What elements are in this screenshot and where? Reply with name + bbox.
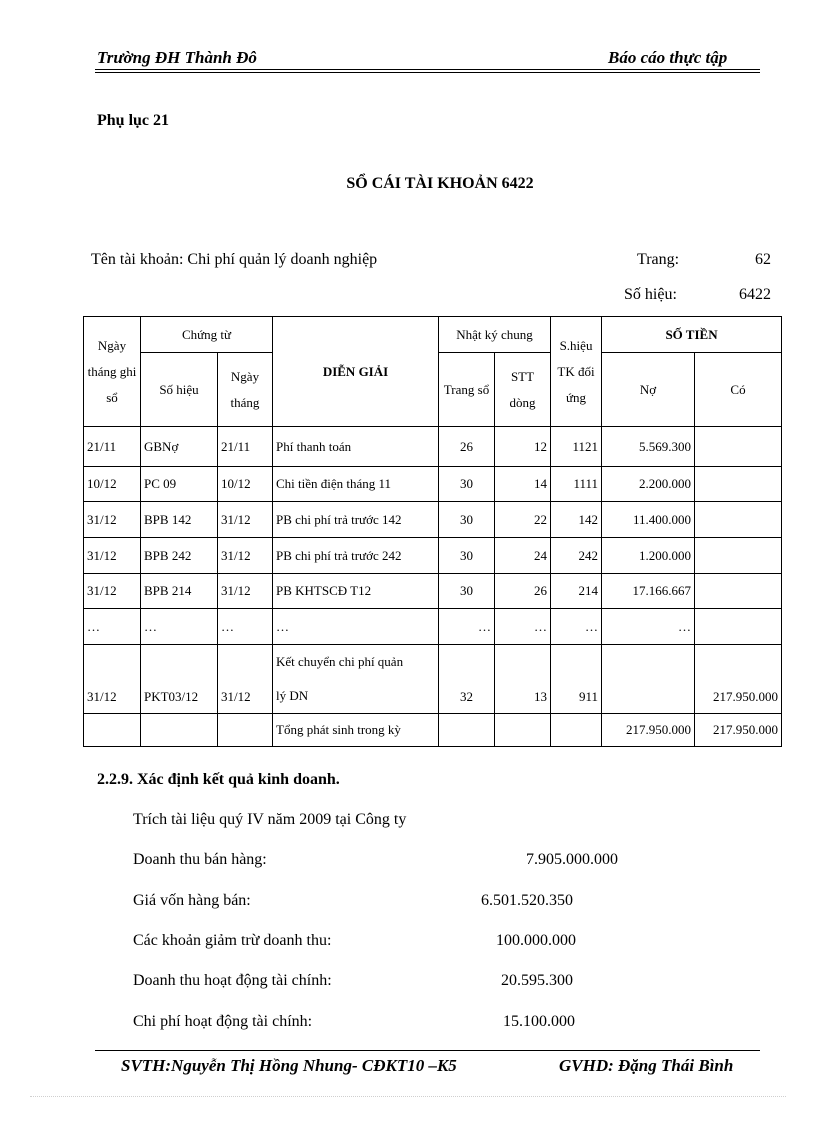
- row-contra: 1121: [551, 427, 602, 467]
- row-credit: [695, 609, 782, 645]
- row-date: 31/12: [84, 574, 141, 609]
- header-credit: Có: [695, 353, 782, 427]
- row-voucher-no: BPB 214: [141, 574, 218, 609]
- header-rule-bottom: [95, 72, 760, 73]
- row-voucher-no: PC 09: [141, 467, 218, 502]
- row-debit: 11.400.000: [602, 502, 695, 538]
- row-journal-page: …: [439, 609, 495, 645]
- item-label-financial-expense: Chi phí hoạt động tài chính:: [133, 1013, 313, 1030]
- closing-voucher-no: PKT03/12: [141, 645, 218, 714]
- row-description: Chi tiền điện tháng 11: [273, 467, 439, 502]
- header-report: Báo cáo thực tập: [608, 48, 728, 67]
- closing-journal-page: 32: [439, 645, 495, 714]
- row-voucher-date: …: [218, 609, 273, 645]
- table-row: [84, 427, 782, 467]
- footer-rule: [95, 1050, 760, 1051]
- row-contra: 214: [551, 574, 602, 609]
- total-credit: 217.950.000: [695, 714, 782, 747]
- row-journal-line: 12: [495, 427, 551, 467]
- row-credit: [695, 574, 782, 609]
- header-contra-account: S.hiệu TK đối ứng: [551, 317, 602, 427]
- row-date: 31/12: [84, 538, 141, 574]
- table-row: [84, 609, 782, 645]
- row-debit: 2.200.000: [602, 467, 695, 502]
- closing-contra: 911: [551, 645, 602, 714]
- row-voucher-date: 31/12: [218, 502, 273, 538]
- row-description: PB chi phí trả trước 142: [273, 502, 439, 538]
- header-debit: Nợ: [602, 353, 695, 427]
- item-label-financial-income: Doanh thu hoạt động tài chính:: [133, 972, 332, 989]
- row-journal-line: 22: [495, 502, 551, 538]
- ledger-table: [83, 316, 782, 747]
- row-journal-line: 24: [495, 538, 551, 574]
- appendix-label: Phụ lục 21: [97, 112, 170, 129]
- row-contra: 142: [551, 502, 602, 538]
- row-contra: …: [551, 609, 602, 645]
- row-journal-page: 30: [439, 467, 495, 502]
- row-journal-page: 30: [439, 538, 495, 574]
- header-voucher-date: Ngày tháng: [218, 353, 273, 427]
- row-date: …: [84, 609, 141, 645]
- closing-row: [84, 645, 782, 714]
- row-journal-page: 30: [439, 502, 495, 538]
- row-description: …: [273, 609, 439, 645]
- code-label: Số hiệu:: [624, 286, 677, 303]
- total-row: [84, 714, 782, 747]
- row-voucher-date: 31/12: [218, 538, 273, 574]
- row-voucher-date: 31/12: [218, 574, 273, 609]
- header-voucher: Chứng từ: [141, 317, 273, 353]
- row-voucher-no: BPB 242: [141, 538, 218, 574]
- closing-description-line1: Kết chuyển chi phí quản: [276, 654, 404, 669]
- page-value: 62: [755, 251, 771, 268]
- row-debit: 17.166.667: [602, 574, 695, 609]
- header-journal: Nhật ký chung: [439, 317, 551, 353]
- code-value: 6422: [739, 286, 771, 303]
- row-debit: 5.569.300: [602, 427, 695, 467]
- row-credit: [695, 467, 782, 502]
- row-credit: [695, 427, 782, 467]
- footer-advisor: GVHD: Đặng Thái Bình: [559, 1056, 734, 1075]
- total-debit: 217.950.000: [602, 714, 695, 747]
- row-journal-page: 26: [439, 427, 495, 467]
- row-journal-page: 30: [439, 574, 495, 609]
- item-value-deductions: 100.000.000: [496, 932, 576, 949]
- closing-journal-line: 13: [495, 645, 551, 714]
- item-value-financial-expense: 15.100.000: [503, 1013, 575, 1030]
- section-intro: Trích tài liệu quý IV năm 2009 tại Công ty: [133, 811, 407, 828]
- closing-credit: 217.950.000: [695, 645, 782, 714]
- item-value-revenue: 7.905.000.000: [526, 851, 618, 868]
- row-date: 31/12: [84, 502, 141, 538]
- closing-description: [273, 645, 439, 714]
- table-row: [84, 538, 782, 574]
- page-label: Trang:: [637, 251, 680, 268]
- row-voucher-no: GBNợ: [141, 427, 218, 467]
- item-value-financial-income: 20.595.300: [501, 972, 573, 989]
- header-amount: SỐ TIỀN: [602, 317, 782, 353]
- row-credit: [695, 502, 782, 538]
- row-voucher-date: 21/11: [218, 427, 273, 467]
- item-label-revenue: Doanh thu bán hàng:: [133, 851, 267, 868]
- row-debit: 1.200.000: [602, 538, 695, 574]
- closing-description-line2: lý DN: [276, 688, 309, 703]
- row-credit: [695, 538, 782, 574]
- item-label-deductions: Các khoản giảm trừ doanh thu:: [133, 932, 332, 949]
- row-voucher-date: 10/12: [218, 467, 273, 502]
- row-contra: 242: [551, 538, 602, 574]
- header-journal-line: STT dòng: [495, 353, 551, 427]
- table-row: [84, 574, 782, 609]
- closing-debit: [602, 645, 695, 714]
- row-journal-line: 26: [495, 574, 551, 609]
- row-journal-line: …: [495, 609, 551, 645]
- header-description: DIỄN GIẢI: [273, 317, 439, 427]
- ledger-title: SỔ CÁI TÀI KHOẢN 6422: [346, 175, 534, 192]
- table-row: [84, 467, 782, 502]
- section-title: 2.2.9. Xác định kết quả kinh doanh.: [97, 771, 340, 788]
- header-voucher-no: Số hiệu: [141, 353, 218, 427]
- total-description: Tổng phát sinh trong kỳ: [273, 714, 439, 747]
- account-name: Tên tài khoản: Chi phí quản lý doanh nghiệp: [91, 251, 378, 268]
- item-value-cogs: 6.501.520.350: [481, 892, 573, 909]
- row-description: PB KHTSCĐ T12: [273, 574, 439, 609]
- row-date: 21/11: [84, 427, 141, 467]
- closing-date: 31/12: [84, 645, 141, 714]
- header-date: Ngày tháng ghi sổ: [84, 317, 141, 427]
- header-rule-top: [95, 69, 760, 70]
- row-journal-line: 14: [495, 467, 551, 502]
- header-school: Trường ĐH Thành Đô: [97, 48, 257, 67]
- row-voucher-no: …: [141, 609, 218, 645]
- row-description: Phí thanh toán: [273, 427, 439, 467]
- closing-voucher-date: 31/12: [218, 645, 273, 714]
- row-debit: …: [602, 609, 695, 645]
- page-edge-dotted-line: [30, 1096, 786, 1097]
- item-label-cogs: Giá vốn hàng bán:: [133, 892, 251, 909]
- header-journal-page: Trang sổ: [439, 353, 495, 427]
- row-voucher-no: BPB 142: [141, 502, 218, 538]
- row-date: 10/12: [84, 467, 141, 502]
- row-contra: 1111: [551, 467, 602, 502]
- table-row: [84, 502, 782, 538]
- footer-student: SVTH:Nguyễn Thị Hồng Nhung- CĐKT10 –K5: [121, 1056, 457, 1075]
- row-description: PB chi phí trả trước 242: [273, 538, 439, 574]
